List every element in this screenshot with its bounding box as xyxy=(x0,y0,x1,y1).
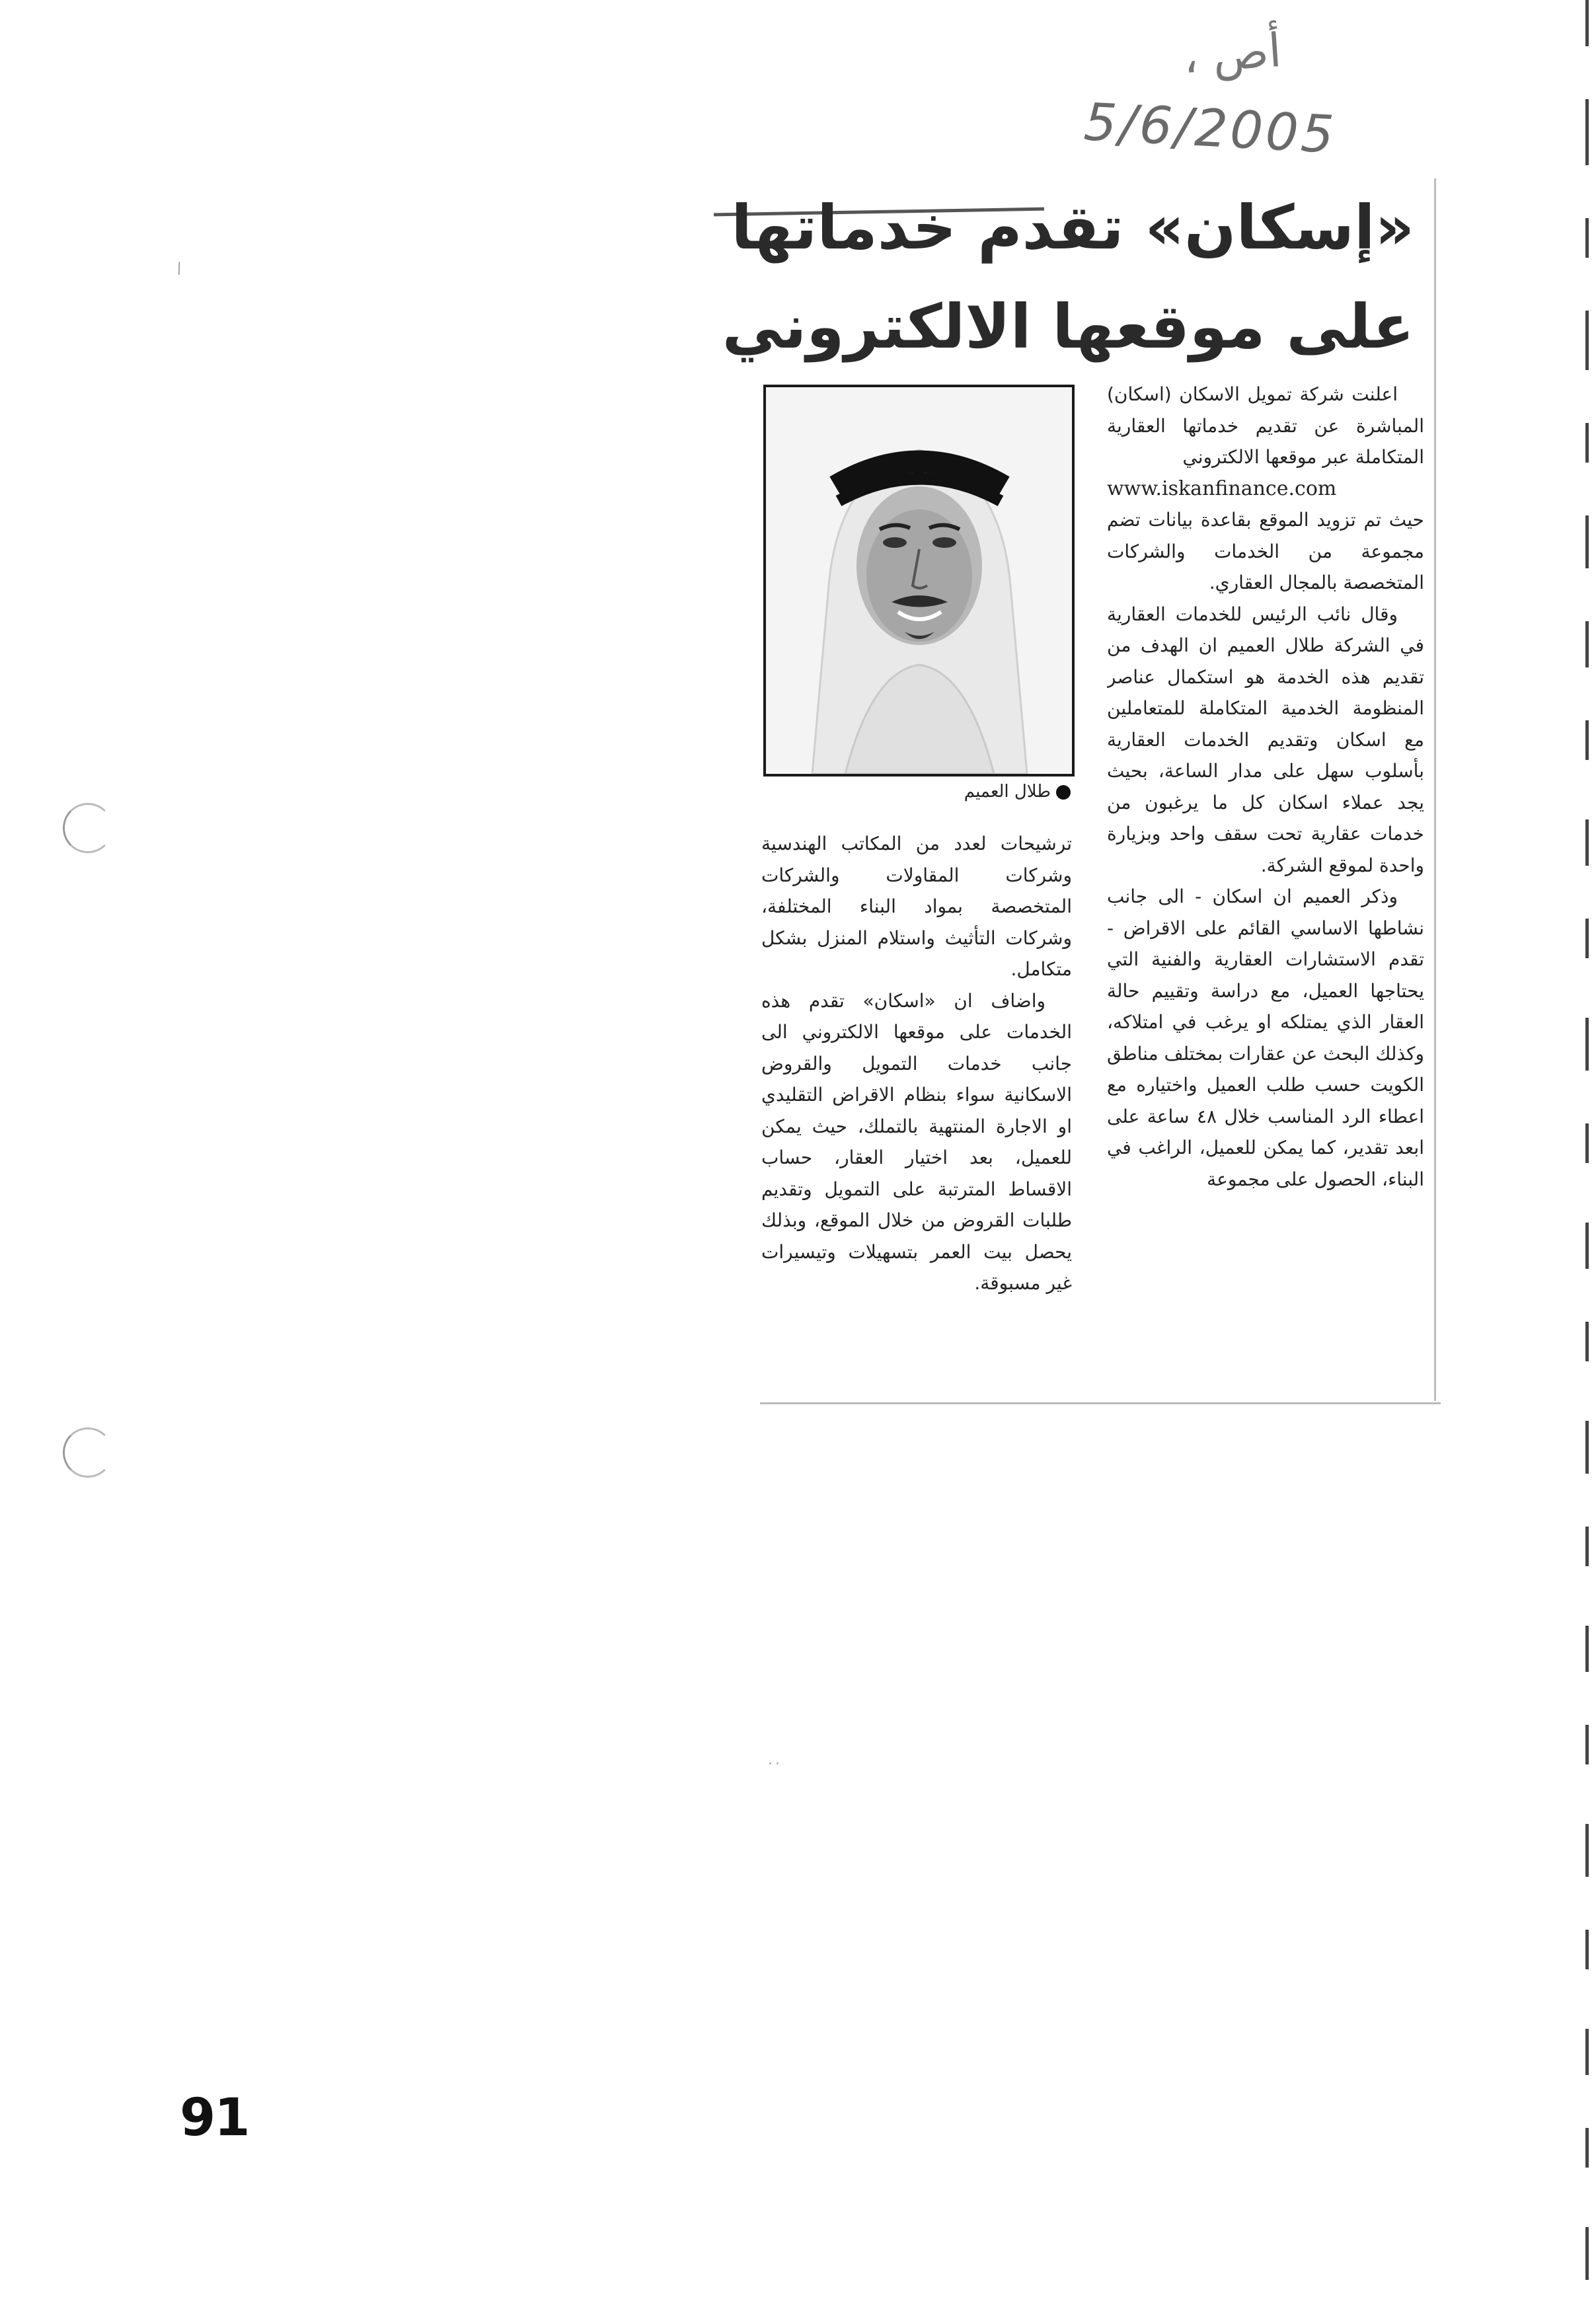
scan-speck: ⁄ xyxy=(174,261,185,278)
portrait-photo xyxy=(763,385,1075,776)
page-edge-marks xyxy=(1585,0,1591,2309)
paragraph-online-services: واضاف ان «اسكان» تقدم هذه الخدمات على موقعها الالكتروني الى جانب خدمات التمويل والقروض الاسكانية سواء بنظام الاقراض التقليدي او الاجارة المنتهية بالتملك، حيث يمكن للعميل، بعد اختيار العقار، حساب الاقساط المترتبة على التمويل وتقديم طلبات القروض من خلال الموقع، وبذلك يحصل بيت العمر بتسهيلات وتيسيرات غير مسبوقة. xyxy=(761,989,1072,1294)
photo-caption-text: طلال العميم xyxy=(964,782,1051,802)
paragraph-intro-cont: حيث تم تزويد الموقع بقاعدة بيانات تضم مجموعة من الخدمات والشركات المتخصصة بالمجال العقاري. xyxy=(1107,509,1424,593)
page-number: 91 xyxy=(180,2088,249,2148)
scan-speck: ˙˙ xyxy=(767,1761,781,1778)
bullet-dot-icon xyxy=(1056,785,1071,800)
photo-caption xyxy=(899,782,1071,802)
paragraph-intro: اعلنت شركة تمويل الاسكان (اسكان) المباشرة عن تقديم خدماتها العقارية المتكاملة عبر موقعها الالكتروني xyxy=(1107,383,1424,468)
portrait-illustration xyxy=(766,387,1072,774)
handwritten-date: 5/6/2005 xyxy=(1082,93,1338,165)
article-column-left xyxy=(761,828,1072,1396)
headline-line-2: على موقعها الالكتروني xyxy=(722,291,1414,362)
binder-hole-lower xyxy=(63,1427,113,1478)
handwritten-initials: أص ، xyxy=(1181,22,1283,85)
article-headline xyxy=(722,178,1414,377)
paragraph-vp-quote: وقال نائب الرئيس للخدمات العقارية في الشركة طلال العميم ان الهدف من تقديم هذه الخدمة هو استكمال عناصر المنظومة الخدمية المتكاملة للمتعاملين مع اسكان وتقديم الخدمات العقارية بأسلوب سهل على مدار الساعة، بحيث يجد عملاء اسكان كل ما يرغبون من خدمات عقارية تحت سقف واحد وبزيارة واحدة لموقع الشركة. xyxy=(1107,603,1424,876)
binder-hole-upper xyxy=(63,803,113,853)
article-column-right xyxy=(1107,379,1424,1390)
paragraph-services: وذكر العميم ان اسكان - الى جانب نشاطها الاساسي القائم على الاقراض - تقدم الاستشارات العقارية والفنية التي يحتاجها العميل، مع دراسة وتقييم حالة العقار الذي يمتلكه او يرغب في امتلاكه، وكذلك البحث عن عقارات بمختلف مناطق الكويت حسب طلب العميل واختياره مع اعطاء الرد المناسب خلال ٤٨ ساعة على ابعد تقدير، كما يمكن للعميل، الراغب في البناء، الحصول على مجموعة xyxy=(1107,886,1424,1190)
clipping-edge-right xyxy=(1434,178,1436,1401)
headline-line-1: «إسكان» تقدم خدماتها xyxy=(731,192,1414,263)
paragraph-nominations: ترشيحات لعدد من المكاتب الهندسية وشركات المقاولات والشركات المتخصصة بمواد البناء المختلفة، وشركات التأثيث واستلام المنزل بشكل متكامل. xyxy=(761,833,1072,980)
website-url: www.iskanfinance.com xyxy=(1107,476,1337,500)
clipping-edge-bottom xyxy=(760,1402,1441,1404)
